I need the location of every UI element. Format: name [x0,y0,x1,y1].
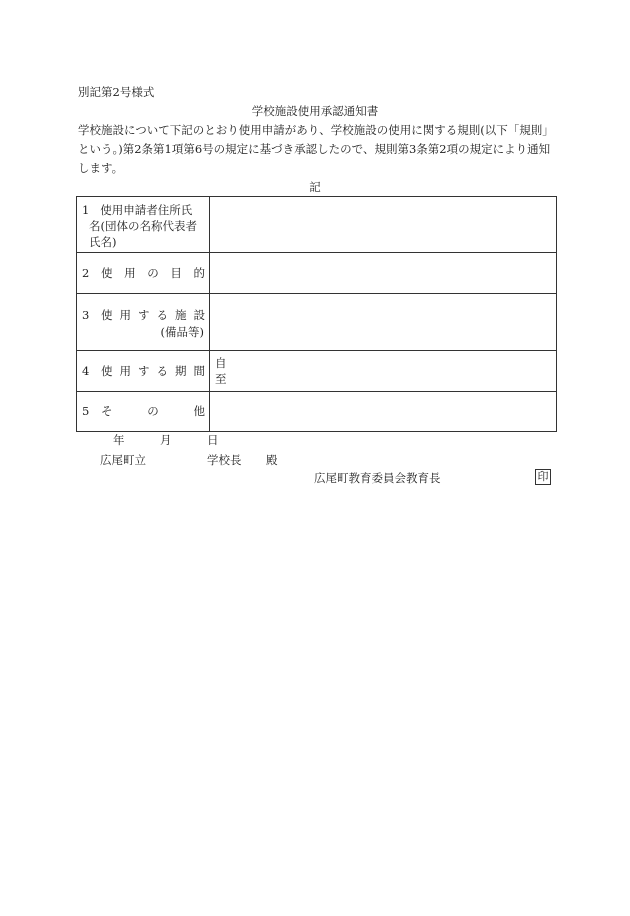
purpose-value-cell [210,253,557,294]
other-value-cell [210,392,557,432]
table-row [77,294,557,351]
row-label [77,197,210,253]
period-value-cell [210,351,557,392]
row-label [77,351,210,392]
row-label [77,294,210,351]
applicant-label-line3: 氏名) [89,235,117,249]
table-row [77,197,557,253]
facility-sublabel: (備品等) [160,325,204,339]
period-label: 使 用 す る 期 間 [101,364,205,378]
period-from: 自 [215,356,227,370]
issuer-title: 広尾町教育委員会教育長 [314,471,441,485]
item-number: 5 [82,404,90,418]
row-label [77,392,210,432]
recipient-honorific: 殿 [266,453,278,467]
body-text: 学校施設について下記のとおり使用申請があり、学校施設の使用に関する規則(以下「規則」という。)第2条第1項第6号の規定に基づき承認したので、規則第3条第2項の規定により通知します。 [78,123,554,175]
table-row [77,392,557,432]
date-month-label: 月 [160,433,172,447]
facility-value-cell [210,294,557,351]
recipient-town: 広尾町立 [100,453,146,467]
recipient-principal: 学校長 [207,453,242,467]
purpose-label: 使 用 の 目 的 [101,266,205,280]
table-row [77,253,557,294]
applicant-value-cell [210,197,557,253]
form-number: 別記第2号様式 [78,85,155,99]
applicant-label-line2: 名(団体の名称代表者 [89,219,197,233]
date-day-label: 日 [207,433,219,447]
item-number: 3 [82,308,90,322]
applicant-label-line1: 使用申請者住所氏 [100,203,193,217]
items-table [76,196,557,432]
date-year-label: 年 [113,433,125,447]
seal-box: 印 [535,469,551,485]
item-number: 2 [82,266,90,280]
facility-label: 使 用 す る 施 設 [101,308,205,322]
table-row [77,351,557,392]
item-number: 4 [82,364,90,378]
document-title: 学校施設使用承認通知書 [251,104,379,118]
item-number: 1 [82,203,90,217]
period-to: 至 [215,372,227,386]
ki-heading: 記 [309,180,321,194]
row-label [77,253,210,294]
other-label: そ の 他 [101,404,205,418]
